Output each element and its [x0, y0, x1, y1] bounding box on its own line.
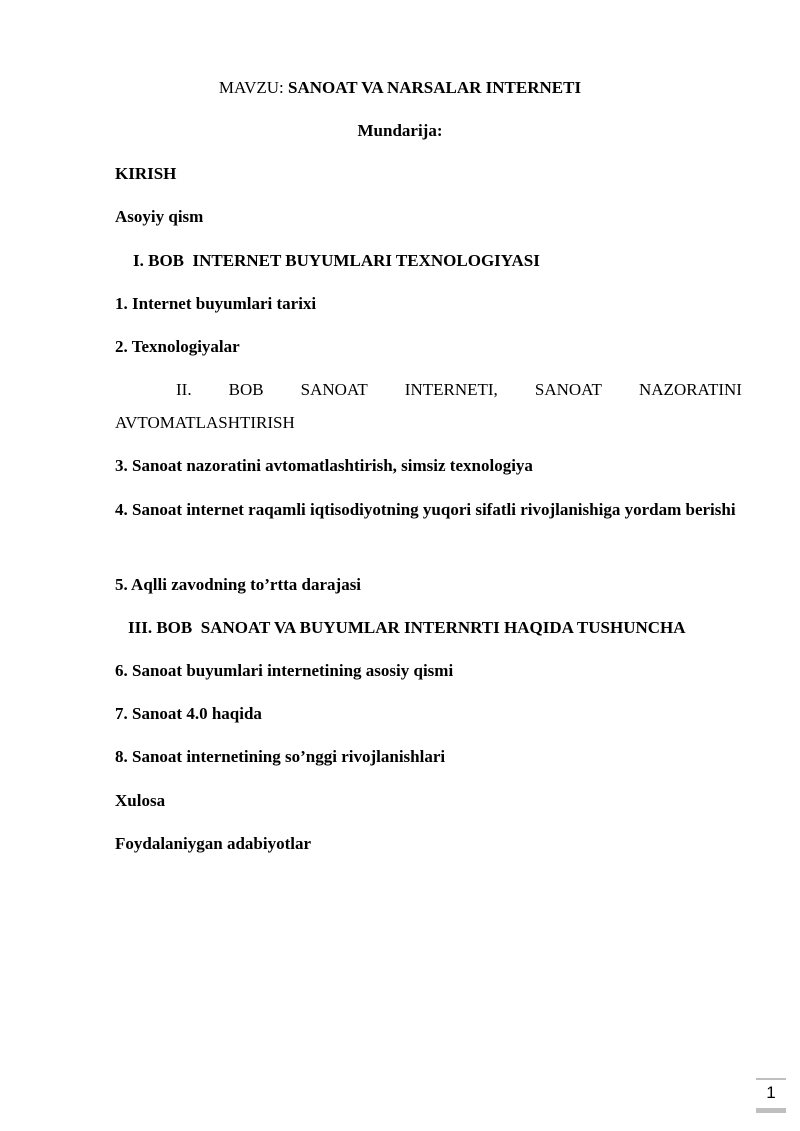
chapter2-word: NAZORATINI	[639, 380, 742, 399]
page-number: 1	[756, 1078, 786, 1113]
toc-item-intro: KIRISH	[115, 164, 177, 183]
title-prefix: MAVZU:	[218, 78, 289, 97]
toc-chapter-2	[176, 380, 742, 400]
toc-section-2: 2. Texnologiyalar	[115, 337, 240, 356]
document-title	[0, 78, 800, 98]
toc-item-conclusion: Xulosa	[115, 791, 166, 810]
toc-section-7: 7. Sanoat 4.0 haqida	[115, 704, 262, 723]
chapter2-word: BOB	[228, 380, 264, 399]
toc-section-8: 8. Sanoat internetining so’nggi rivojlanishlari	[115, 747, 446, 766]
toc-heading: Mundarija:	[357, 121, 443, 140]
chapter2-word: SANOAT	[300, 380, 368, 399]
toc-item-main-part: Asoyiy qism	[115, 207, 204, 226]
toc-section-4: 4. Sanoat internet raqamli iqtisodiyotning yuqori sifatli rivojlanishiga yordam berishi	[115, 500, 736, 519]
chapter2-word: II.	[176, 380, 192, 399]
toc-section-6: 6. Sanoat buyumlari internetining asosiy qismi	[115, 661, 454, 680]
chapter2-word: INTERNETI,	[404, 380, 498, 399]
toc-chapter-2-continued: AVTOMATLASHTIRISH	[115, 413, 295, 432]
toc-chapter-1: I. BOB INTERNET BUYUMLARI TEXNOLOGIYASI	[133, 251, 540, 270]
toc-section-1: 1. Internet buyumlari tarixi	[115, 294, 317, 313]
toc-section-3: 3. Sanoat nazoratini avtomatlashtirish, simsiz texnologiya	[115, 456, 533, 475]
title-main: SANOAT VA NARSALAR INTERNETI	[288, 78, 582, 97]
toc-item-references: Foydalaniygan adabiyotlar	[115, 834, 312, 853]
toc-section-5: 5. Aqlli zavodning to’rtta darajasi	[115, 575, 362, 594]
chapter2-word: SANOAT	[534, 380, 602, 399]
toc-chapter-3: III. BOB SANOAT VA BUYUMLAR INTERNRTI HAQIDA TUSHUNCHA	[128, 618, 686, 637]
